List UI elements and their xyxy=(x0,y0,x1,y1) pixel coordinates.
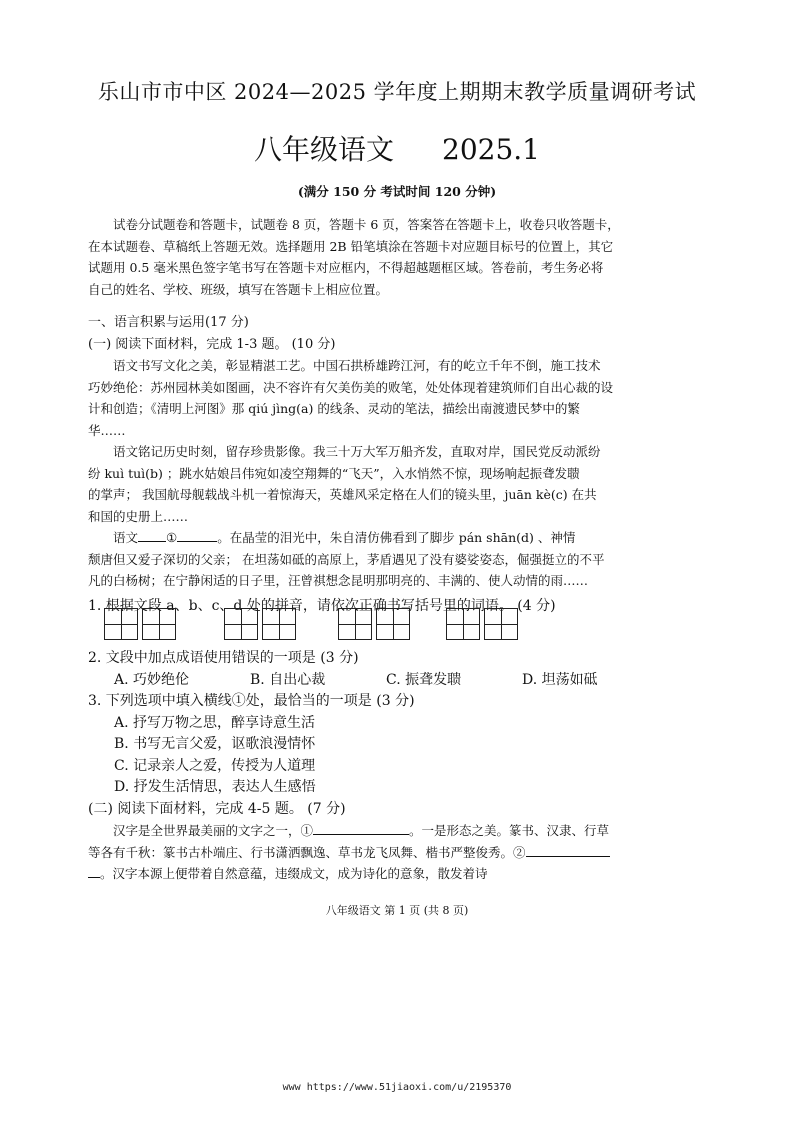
question-2-options xyxy=(88,670,706,692)
passage-line-blank xyxy=(88,527,706,549)
passage-line: 和国的史册上…… xyxy=(88,508,189,524)
question-2: 2. 文段中加点成语使用错误的一项是 (3 分) xyxy=(88,650,359,666)
option-a: A. 抒写万物之思，醉享诗意生活 xyxy=(114,714,316,731)
question-3: 3. 下列选项中填入横线①处，最恰当的一项是 (3 分) xyxy=(88,693,415,709)
blank-line xyxy=(526,842,610,857)
passage-line-blank xyxy=(88,820,706,842)
answer-grid-d xyxy=(446,608,522,642)
passage-line: 语文铭记历史时刻，留存珍贵影像。我三十万大军万船齐发，直取对岸，国民党反动派纷 xyxy=(113,444,601,459)
blank-line xyxy=(138,527,166,542)
passage-text: 。一是形态之美。篆书、汉隶、行草 xyxy=(409,823,610,838)
passage-line: 纷 kuì tuì(b) ；跳水姑娘吕伟宛如凌空翔舞的“飞天”，入水悄然不惊，现场响起振聋发聩 xyxy=(88,465,580,481)
passage-line-blank xyxy=(88,863,706,885)
blank-line xyxy=(313,820,409,835)
instruction-line: 在本试题卷、草稿纸上答题无效。选择题用 2B 铅笔填涂在答题卡对应题目标号的位置上，其它 xyxy=(88,238,614,254)
passage-line-blank xyxy=(88,842,706,864)
part-heading: (二) 阅读下面材料，完成 4-5 题。 (7 分) xyxy=(88,800,346,817)
passage-line: 颓唐但又爱子深切的父亲； 在坦荡如砥的高原上，茅盾遇见了没有婆娑姿态，倔强挺立的不平 xyxy=(88,551,605,567)
answer-cell xyxy=(224,608,258,640)
passage-text: 。在晶莹的泪光中，朱自清仿佛看到了脚步 pán shān(d) 、神情 xyxy=(217,530,576,545)
answer-grid-c xyxy=(338,608,414,642)
answer-cell xyxy=(104,608,138,640)
answer-grid-b xyxy=(224,608,300,642)
instruction-line: 自己的姓名、学校、班级，填写在答题卡上相应位置。 xyxy=(88,281,389,297)
page-footer: 八年级语文 第 1 页 (共 8 页) xyxy=(325,904,469,917)
option-d: D. 坦荡如砥 xyxy=(522,671,598,688)
option-a: A. 巧妙绝伦 xyxy=(114,671,190,688)
instructions xyxy=(88,214,706,300)
questions-2-3 xyxy=(88,648,706,885)
answer-cell xyxy=(142,608,176,640)
answer-cell xyxy=(484,608,518,640)
part-heading: (一) 阅读下面材料，完成 1-3 题。 (10 分) xyxy=(88,336,336,352)
section-1 xyxy=(88,312,706,617)
passage-line: 巧妙绝伦：苏州园林美如图画，决不容许有欠美伤美的败笔，处处体现着建筑师们自出心裁的设 xyxy=(88,379,614,395)
option-b: B. 自出心裁 xyxy=(250,671,326,688)
option-b: B. 书写无言父爱，讴歌浪漫情怀 xyxy=(114,736,316,752)
answer-cell xyxy=(376,608,410,640)
watermark: www https://www.51jiaoxi.com/u/2195370 xyxy=(282,1082,512,1093)
passage-text: 汉字是全世界最美丽的文字之一，① xyxy=(113,823,314,838)
score-info: (满分 150 分 考试时间 120 分钟) xyxy=(297,184,497,199)
passage-text: 。汉字本源上便带着自然意蕴，违缀成文，成为诗化的意象，散发着诗 xyxy=(100,866,488,881)
subject-name: 八年级语文 xyxy=(254,133,395,166)
exam-date: 2025.1 xyxy=(442,133,540,166)
option-c: C. 振聋发聩 xyxy=(386,671,462,688)
blank-line xyxy=(88,863,100,878)
passage-line: 凡的白杨树；在宁静闲适的日子里，汪曾祺想念昆明那明亮的、丰满的、使人动情的雨…… xyxy=(88,573,589,588)
answer-cell xyxy=(446,608,480,640)
exam-title: 乐山市市中区 2024—2025 学年度上期期末教学质量调研考试 xyxy=(97,80,697,104)
blank-line xyxy=(177,527,217,542)
answer-cell xyxy=(262,608,296,640)
answer-cell xyxy=(338,608,372,640)
passage-line: 华…… xyxy=(88,422,126,438)
passage-text: 等各有千秋：篆书古朴端庄、行书潇洒飘逸、草书龙飞凤舞、楷书严整俊秀。② xyxy=(88,844,526,860)
section-heading: 一、语言积累与运用(17 分) xyxy=(88,315,249,330)
subject-line xyxy=(0,128,794,168)
instruction-line: 试题用 0.5 毫米黑色签字笔书写在答题卡对应框内，不得超越题框区域。答卷前，考生务必将 xyxy=(88,260,604,275)
option-c: C. 记录亲人之爱，传授为人道理 xyxy=(114,757,316,774)
passage-text: 语文 xyxy=(113,530,139,545)
passage-line: 的掌声； 我国航母舰载战斗机一着惊海天，英雄风采定格在人们的镜头里，juān kè(c) 在共 xyxy=(88,487,597,502)
option-d: D. 抒发生活情思，表达人生感悟 xyxy=(114,779,316,795)
instruction-line: 试卷分试题卷和答题卡，试题卷 8 页，答题卡 6 页，答案答在答题卡上，收卷只收答题卡， xyxy=(113,217,620,232)
question-1: 1. 根据文段 a、b、c、d 处的拼音，请依次正确书写括号里的词语。 (4 分) xyxy=(88,597,556,614)
blank-marker: ① xyxy=(166,530,178,545)
passage-line: 语文书写文化之美，彰显精湛工艺。中国石拱桥雄跨江河，有的屹立千年不倒，施工技术 xyxy=(113,358,601,373)
answer-grid-a xyxy=(104,608,180,642)
passage-line: 计和创造；《清明上河图》那 qiú jìng(a) 的线条、灵动的笔法，描绘出南渡遗民梦中的繁 xyxy=(88,401,580,416)
